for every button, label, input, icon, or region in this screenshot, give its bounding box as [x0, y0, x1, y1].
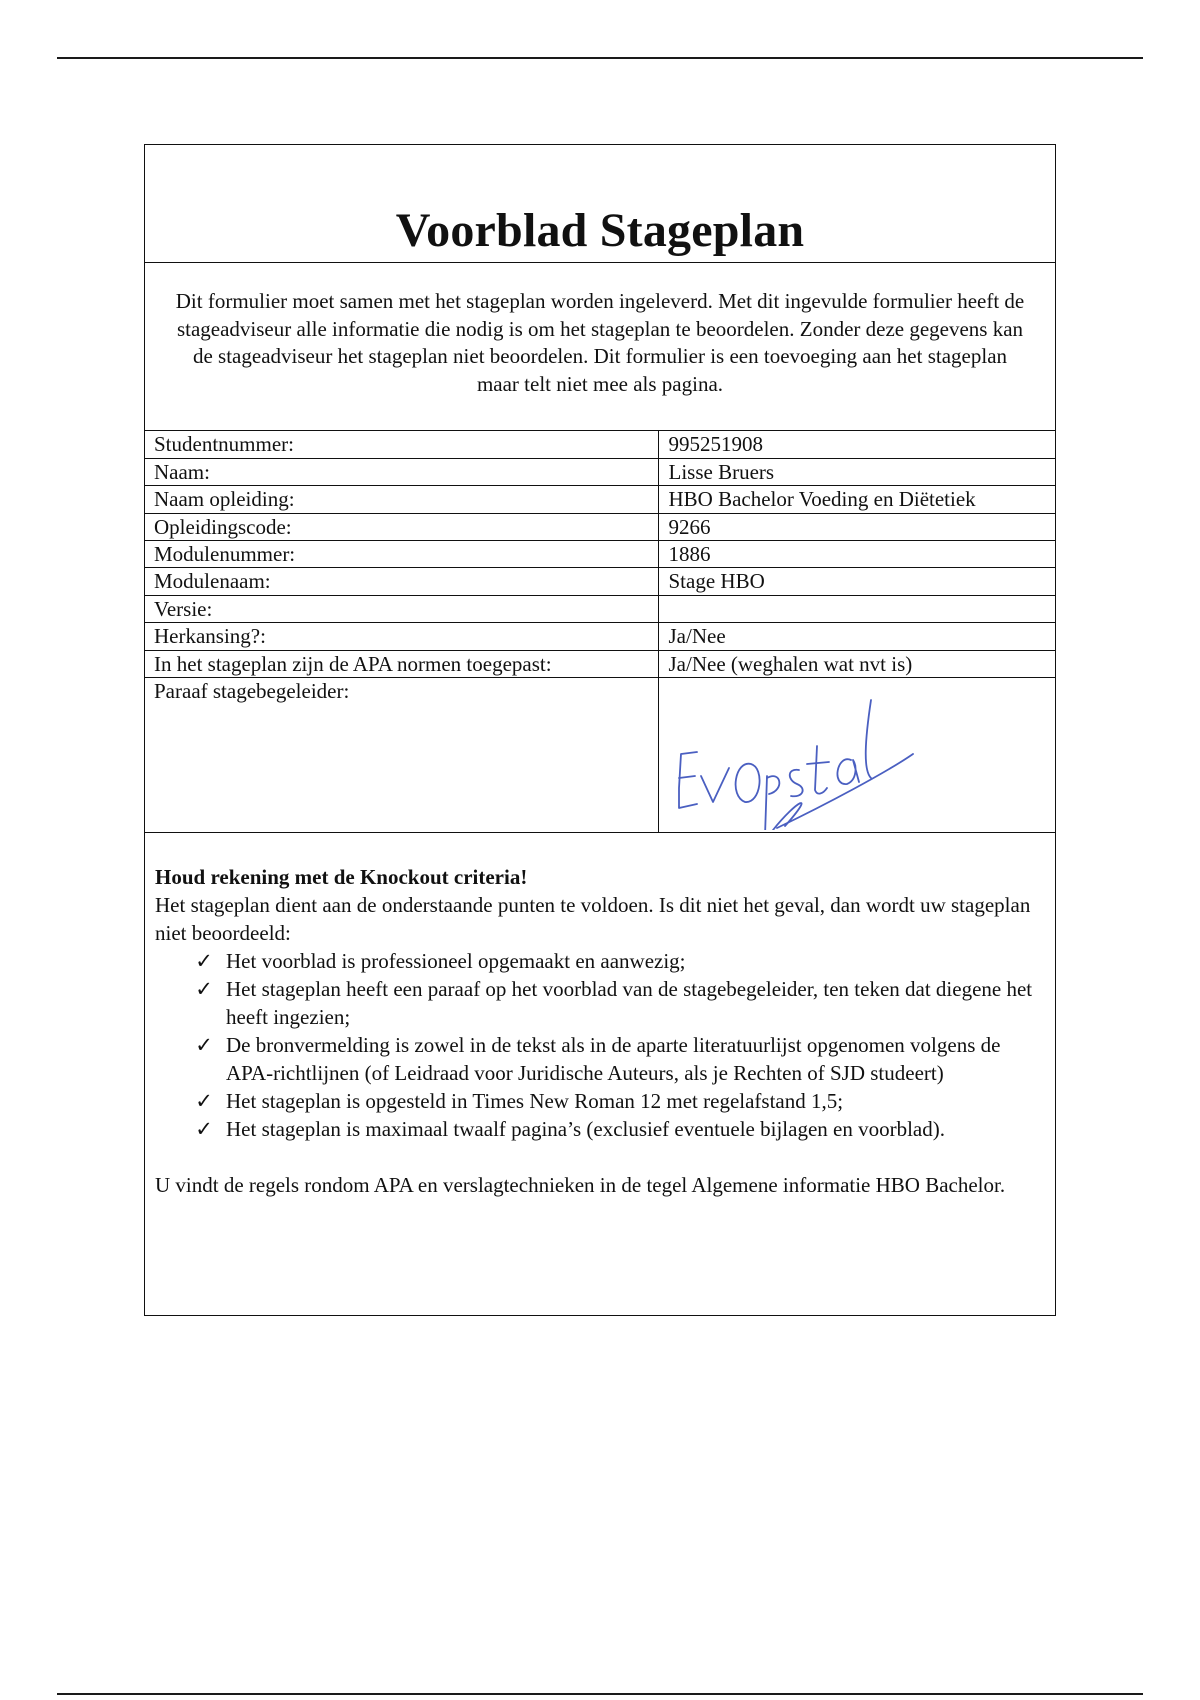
field-label: Versie:	[145, 595, 658, 622]
field-label: Modulenummer:	[145, 541, 658, 568]
field-value: Ja/Nee	[658, 623, 1055, 650]
field-row	[145, 568, 1055, 595]
field-row	[145, 623, 1055, 650]
checkmark-icon: ✓	[195, 1117, 213, 1142]
field-label: Herkansing?:	[145, 623, 658, 650]
checkmark-icon: ✓	[195, 1033, 213, 1058]
field-row	[145, 541, 1055, 568]
signature-cell	[658, 678, 1055, 833]
list-item	[192, 947, 1045, 975]
criteria-intro: Het stageplan dient aan de onderstaande punten te voldoen. Is dit niet het geval, dan wordt uw stageplan niet beoordeeld:	[155, 893, 1031, 946]
student-fields-table	[145, 431, 1055, 833]
criteria-item-text: Het voorblad is professioneel opgemaakt en aanwezig;	[226, 949, 686, 974]
checkmark-icon: ✓	[195, 949, 213, 974]
criteria-footer: U vindt de regels rondom APA en verslagtechnieken in de tegel Algemene informatie HBO Bachelor.	[155, 1173, 1006, 1198]
signature-label: Paraaf stagebegeleider:	[145, 678, 658, 833]
list-item	[192, 1087, 1045, 1115]
field-value: Ja/Nee (weghalen wat nvt is)	[658, 650, 1055, 677]
field-value	[658, 595, 1055, 622]
top-rule	[57, 57, 1143, 59]
signature-row	[145, 678, 1055, 833]
field-label: In het stageplan zijn de APA normen toegepast:	[145, 650, 658, 677]
criteria-list	[155, 947, 1045, 1143]
criteria-item-text: Het stageplan is maximaal twaalf pagina’s (exclusief eventuele bijlagen en voorblad).	[226, 1117, 945, 1142]
criteria-item-text: Het stageplan heeft een paraaf op het voorblad van de stagebegeleider, ten teken dat diegene het heeft ingezien;	[226, 977, 1033, 1030]
field-value: 1886	[658, 541, 1055, 568]
field-label: Naam opleiding:	[145, 486, 658, 513]
knockout-criteria	[145, 833, 1055, 1199]
handwritten-signature	[667, 680, 927, 830]
page-title: Voorblad Stageplan	[395, 204, 805, 257]
field-label: Naam:	[145, 458, 658, 485]
criteria-item-text: De bronvermelding is zowel in de tekst als in de aparte literatuurlijst opgenomen volgens de APA-richtlijnen (of Leidraad voor Juridische Auteurs, als je Rechten of SJD studeert)	[226, 1033, 1001, 1086]
field-label: Studentnummer:	[145, 431, 658, 458]
checkmark-icon: ✓	[195, 1089, 213, 1114]
cover-form	[144, 144, 1056, 1316]
list-item	[192, 975, 1045, 1031]
spacer	[155, 1143, 1045, 1171]
field-label: Opleidingscode:	[145, 513, 658, 540]
intro-text: Dit formulier moet samen met het stageplan worden ingeleverd. Met dit ingevulde formulier heeft de stageadviseur alle informatie die nodig is om het stageplan te beoordelen. Zonder deze gegevens kan de stageadviseur het stageplan niet beoordelen. Dit formulier is een toevoeging aan het stageplan maar telt niet mee als pagina.	[145, 263, 1055, 431]
field-row	[145, 595, 1055, 622]
field-value: 995251908	[658, 431, 1055, 458]
title-box	[145, 145, 1055, 263]
field-value: 9266	[658, 513, 1055, 540]
field-value: Lisse Bruers	[658, 458, 1055, 485]
field-row	[145, 650, 1055, 677]
field-row	[145, 458, 1055, 485]
checkmark-icon: ✓	[195, 977, 213, 1002]
bottom-rule	[57, 1693, 1143, 1695]
list-item	[192, 1115, 1045, 1143]
field-row	[145, 431, 1055, 458]
field-value: HBO Bachelor Voeding en Diëtetiek	[658, 486, 1055, 513]
criteria-heading: Houd rekening met de Knockout criteria!	[155, 865, 528, 890]
field-value: Stage HBO	[658, 568, 1055, 595]
list-item	[192, 1031, 1045, 1087]
field-row	[145, 513, 1055, 540]
criteria-item-text: Het stageplan is opgesteld in Times New Roman 12 met regelafstand 1,5;	[226, 1089, 844, 1114]
field-label: Modulenaam:	[145, 568, 658, 595]
field-row	[145, 486, 1055, 513]
